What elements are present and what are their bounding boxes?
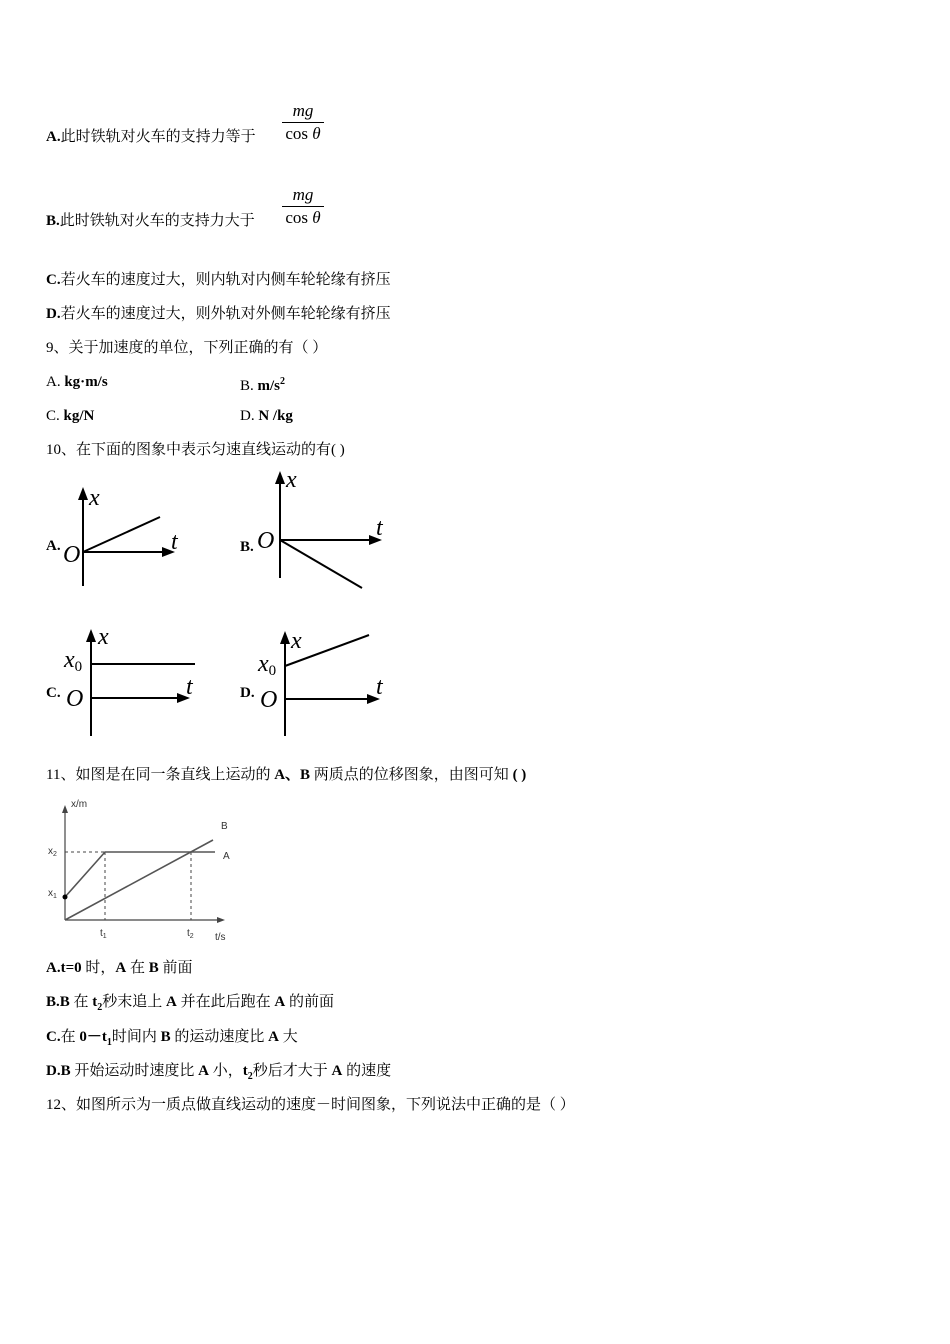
t1-label: $t_1$ [100,928,107,940]
line-a [65,852,215,897]
x-axis-label: x [286,467,297,493]
x1-label: $x_1$ [48,888,57,900]
x-axis-label: x [98,624,109,650]
fraction-bar [282,122,324,123]
graph-line [83,517,160,552]
q12-stem: 12、如图所示为一质点做直线运动的速度－时间图象，下列说法中正确的是（ ） [46,1097,575,1113]
q8-option-a [46,127,256,147]
y-arrow [86,629,96,642]
q9-option-c: C. kg/N [46,408,95,424]
t-axis-label: t [376,674,383,700]
q8-b-fraction [282,185,324,228]
y-arrow [275,471,285,484]
fraction-denominator: cos θ [285,124,321,143]
q9-option-b: B. $m/s^2$ [240,376,286,394]
fraction-numerator: mg [292,185,314,204]
t2-label: $t_2$ [187,928,194,940]
q8-a-label: A. [46,129,61,145]
q9-stem: 9、关于加速度的单位，下列正确的有（ ） [46,340,328,356]
q10-graph-a [55,486,195,596]
x-axis-label: x [89,485,100,511]
q10-graph-c [62,624,212,739]
fraction-denominator: cos θ [285,208,321,227]
q8-a-fraction [282,101,324,144]
t-axis-label: t [376,515,383,541]
q10-stem: 10、在下面的图象中表示匀速直线运动的有( ) [46,442,345,458]
origin-label: O [257,528,275,554]
q8-a-text: 此时铁轨对火车的支持力等于 [60,129,256,145]
q11-option-c: C.在 $0-t_1$时间内 B 的运动速度比 A 大 [46,1029,298,1048]
x2-label: $x_2$ [48,846,57,858]
t-axis-label: t [186,674,193,700]
q9-option-a: A. kg·m/s [46,374,108,390]
q8-option-c: C.若火车的速度过大，则内轨对内侧车轮轮缘有挤压 [46,272,391,288]
ylabel: x/m [71,799,88,810]
x0-label: x0 [64,647,83,675]
q11-graph [45,796,245,946]
q10-graph-d-label: D. [240,685,255,701]
q10-graph-a-label: A. [46,538,61,554]
line-b-label: B [221,821,228,832]
t-axis-label: t [171,529,178,555]
y-arrow [78,487,88,500]
graph-line [280,540,362,588]
q8-option-b [46,211,255,231]
y-arrow [62,805,68,813]
q10-graph-d [256,624,406,739]
q11-option-d: D.B 开始运动时速度比 A 小，$t_2$秒后才大于 A 的速度 [46,1063,392,1082]
q11-option-a: A.t=0 时，A 在 B 前面 [46,960,193,976]
line-a-label: A [223,851,230,862]
x-axis-label: x [291,628,302,654]
fraction-numerator: mg [292,101,314,120]
q10-graph-b-label: B. [240,539,254,555]
y-arrow [280,631,290,644]
q9-option-d: D. N /kg [240,408,293,424]
a-start-point [63,895,68,900]
q11-option-b: B.B 在 $t_2$秒末追上 A 并在此后跑在 A 的前面 [46,994,335,1013]
q10-graph-c-label: C. [46,685,61,701]
q11-stem: 11、如图是在同一条直线上运动的 A、B 两质点的位移图象，由图可知 ( ) [46,767,527,783]
q8-b-text: 此时铁轨对火车的支持力大于 [59,213,255,229]
x0-label: x0 [258,651,277,679]
q8-option-d: D.若火车的速度过大，则外轨对外侧车轮轮缘有挤压 [46,306,391,322]
origin-label: O [260,687,278,713]
origin-label: O [63,542,81,568]
x-arrow [217,917,225,923]
q8-b-label: B. [46,213,60,229]
q10-graph-b [252,468,392,593]
xlabel: t/s [215,932,226,943]
fraction-bar [282,206,324,207]
origin-label: O [66,686,84,712]
